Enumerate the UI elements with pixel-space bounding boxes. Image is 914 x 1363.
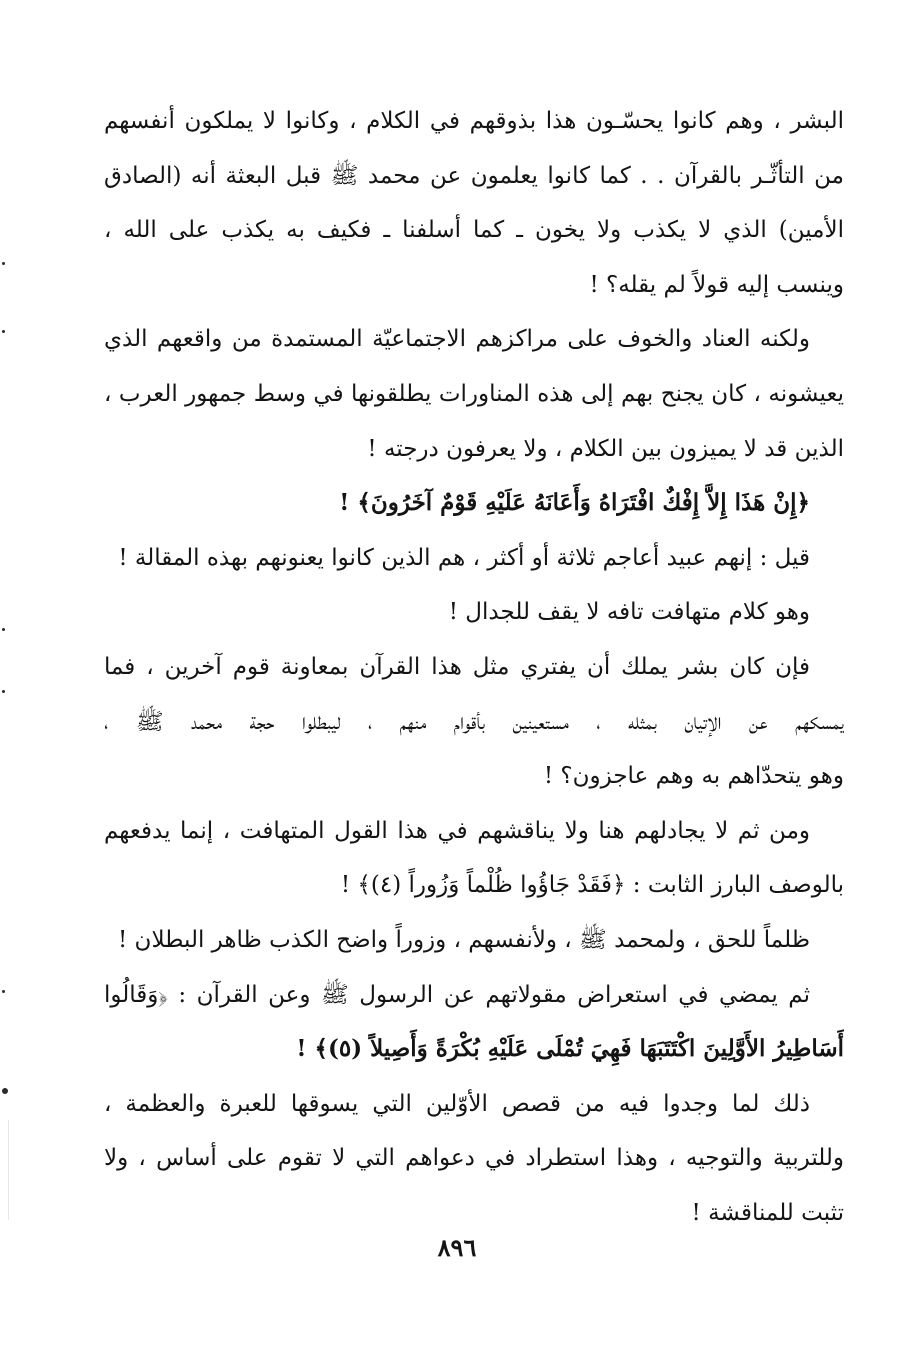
text-line: فإن كان بشر يملك أن يفتري مثل هذا القرآن بمعاونة قوم آخرين ، فما: [104, 653, 810, 680]
text-line: ثم يمضي في استعراض مقولاتهم عن الرسول ﷺ وعن القرآن : ﴿وَقَالُوا: [104, 981, 810, 1008]
margin-speck: [2, 628, 5, 631]
margin-speck: [2, 990, 5, 993]
text-line: تثبت للمناقشة !: [691, 1199, 844, 1226]
text-line: يعيشونه ، كان يجنح بهم إلى هذه المناورات يطلقونها في وسط جمهور العرب ،: [104, 380, 844, 407]
text-line: الأمين) الذي لا يكذب ولا يخون ـ كما أسلفنا ـ فكيف به يكذب على الله ،: [104, 217, 844, 244]
text-line: يمسكهم عن الإتيان بمثله ، مستعينين بأقوام منهم ، ليبطلوا حجة محمد ﷺ ،: [104, 708, 844, 735]
text-line: وللتربية والتوجيه ، وهذا استطراد في دعواهم التي لا تقوم على أساس ، ولا: [104, 1145, 844, 1172]
quran-verse: أَسَاطِيرُ الأَوَّلِينَ اكْتَتَبَهَا فَهِيَ تُمْلَى عَلَيْهِ بُكْرَةً وَأَصِيلاً (٥)﴾ !: [296, 1035, 844, 1063]
text-line: وهو يتحدّاهم به وهم عاجزون؟ !: [543, 763, 844, 790]
text-line: بالوصف البارز الثابت : ﴿فَقَدْ جَاؤُوا ظُلْماً وَزُوراً (٤)﴾ !: [340, 872, 844, 899]
margin-speck: [2, 330, 5, 333]
text-line: وهو كلام متهافت تافه لا يقف للجدال !: [448, 599, 810, 626]
page-body: [104, 94, 844, 1240]
margin-speck: [2, 1088, 8, 1094]
text-line: ومن ثم لا يجادلهم هنا ولا يناقشهم في هذا القول المتهافت ، إنما يدفعهم: [104, 817, 810, 844]
text-line: وينسب إليه قولاً لم يقله؟ !: [589, 271, 844, 298]
text-line: ولكنه العناد والخوف على مراكزهم الاجتماعيّة المستمدة من واقعهم الذي: [104, 326, 810, 353]
margin-speck: [2, 262, 5, 265]
page-number: ٨٩٦: [437, 1233, 477, 1262]
text-line: الذين قد لا يميزون بين الكلام ، ولا يعرفون درجته !: [367, 435, 844, 462]
quran-verse: ﴿إِنْ هَذَا إِلاَّ إِفْكٌ افْتَرَاهُ وَأَعَانَهُ عَلَيْهِ قَوْمٌ آخَرُونَ﴾ !: [339, 489, 810, 517]
page-edge-line: [8, 1120, 9, 1220]
text-line: ذلك لما وجدوا فيه من قصص الأوّلين التي يسوقها للعبرة والعظمة ،: [104, 1090, 810, 1117]
margin-speck: [2, 690, 5, 693]
text-line: ظلماً للحق ، ولمحمد ﷺ ، ولأنفسهم ، وزوراً واضح الكذب ظاهر البطلان !: [118, 926, 810, 953]
text-line: قيل : إنهم عبيد أعاجم ثلاثة أو أكثر ، هم الذين كانوا يعنونهم بهذه المقالة !: [118, 544, 810, 571]
text-line: من التأثّـر بالقرآن . . كما كانوا يعلمون عن محمد ﷺ قبل البعثة أنه (الصادق: [104, 162, 844, 189]
text-line: البشر ، وهم كانوا يحسّـون هذا بذوقهم في الكلام ، وكانوا لا يملكون أنفسهم: [104, 108, 844, 134]
